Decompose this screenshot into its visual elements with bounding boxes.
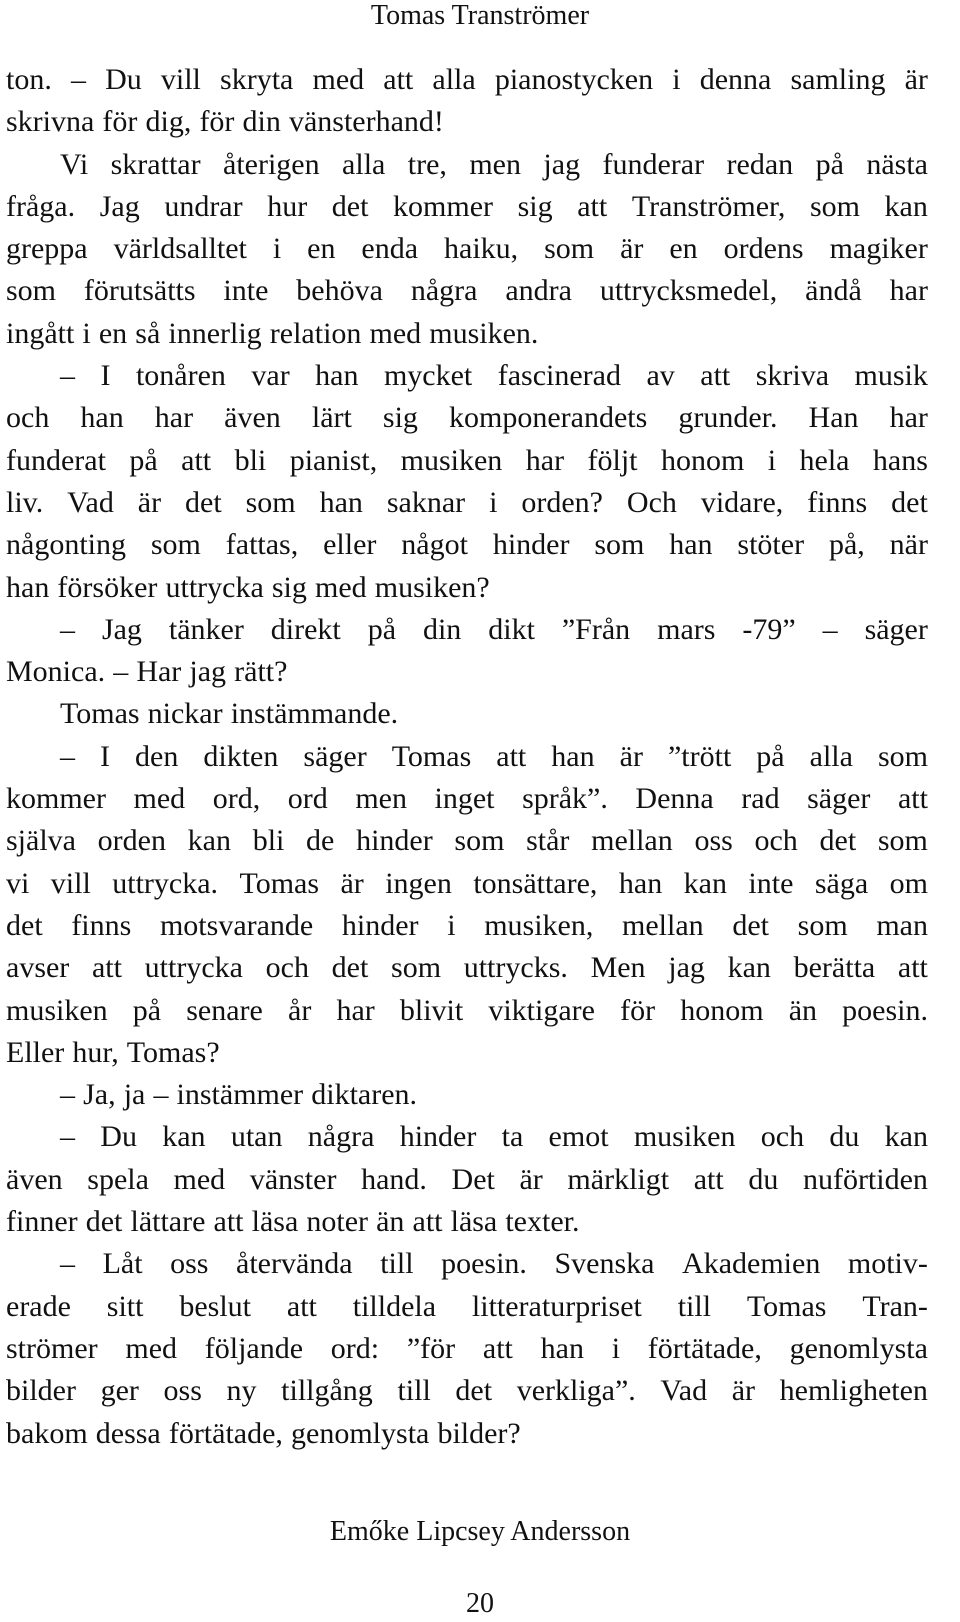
text-line: – Låt oss återvända till poesin. Svenska Akademien motiv- bbox=[60, 1247, 928, 1281]
text-line: kommer med ord, ord men inget språk”. Denna rad säger att bbox=[6, 782, 928, 816]
text-line: Monica. – Har jag rätt? bbox=[6, 655, 288, 689]
page-number: 20 bbox=[466, 1588, 494, 1619]
text-line: som förutsätts inte behöva några andra uttrycksmedel, ändå har bbox=[6, 274, 928, 308]
text-line: det finns motsvarande hinder i musiken, mellan det som man bbox=[6, 908, 928, 942]
text-line: fråga. Jag undrar hur det kommer sig att Tranströmer, som kan bbox=[6, 189, 928, 223]
text-line: skrivna för dig, för din vänsterhand! bbox=[6, 105, 444, 139]
text-line: Tomas nickar instämmande. bbox=[60, 697, 399, 731]
text-line: – Du kan utan några hinder ta emot musiken och du kan bbox=[60, 1120, 928, 1154]
running-header: Tomas Tranströmer bbox=[370, 0, 590, 31]
text-line: vi vill uttrycka. Tomas är ingen tonsättare, han kan inte säga om bbox=[6, 866, 928, 900]
text-line: – I den dikten säger Tomas att han är ”trött på alla som bbox=[60, 739, 928, 773]
text-line: själva orden kan bli de hinder som står mellan oss och det som bbox=[6, 824, 928, 858]
text-line: liv. Vad är det som han saknar i orden? Och vidare, finns det bbox=[6, 485, 928, 519]
text-line: Vi skrattar återigen alla tre, men jag funderar redan på nästa bbox=[60, 147, 928, 181]
text-line: musiken på senare år har blivit viktigare för honom än poesin. bbox=[6, 993, 928, 1027]
footer-author: Emőke Lipcsey Andersson bbox=[329, 1516, 631, 1547]
text-line: han försöker uttrycka sig med musiken? bbox=[6, 570, 490, 604]
text-line: även spela med vänster hand. Det är märkligt att du nuförtiden bbox=[6, 1162, 928, 1196]
text-line: ingått i en så innerlig relation med musiken. bbox=[6, 316, 539, 350]
text-line: någonting som fattas, eller något hinder som han stöter på, när bbox=[6, 528, 928, 562]
text-line: greppa världsalltet i en enda haiku, som är en ordens magiker bbox=[6, 232, 928, 266]
text-line: – I tonåren var han mycket fascinerad av att skriva musik bbox=[60, 359, 928, 393]
text-line: avser att uttrycka och det som uttrycks. Men jag kan berätta att bbox=[6, 951, 928, 985]
text-line: erade sitt beslut att tilldela litteraturpriset till Tomas Tran- bbox=[6, 1289, 928, 1323]
text-line: – Jag tänker direkt på din dikt ”Från mars -79” – säger bbox=[60, 612, 928, 646]
text-line: – Ja, ja – instämmer diktaren. bbox=[60, 1078, 418, 1112]
text-line: Eller hur, Tomas? bbox=[6, 1035, 220, 1069]
body-text bbox=[6, 59, 928, 1455]
text-line: bakom dessa förtätade, genomlysta bilder? bbox=[6, 1416, 521, 1450]
text-line: och han har även lärt sig komponerandets grunder. Han har bbox=[6, 401, 928, 435]
text-line: funderat på att bli pianist, musiken har följt honom i hela hans bbox=[6, 443, 928, 477]
text-line: bilder ger oss ny tillgång till det verkliga”. Vad är hemligheten bbox=[6, 1374, 928, 1408]
text-line: finner det lättare att läsa noter än att läsa texter. bbox=[6, 1205, 580, 1239]
text-line: strömer med följande ord: ”för att han i förtätade, genomlysta bbox=[6, 1331, 928, 1365]
text-line: ton. – Du vill skryta med att alla pianostycken i denna samling är bbox=[6, 63, 928, 96]
